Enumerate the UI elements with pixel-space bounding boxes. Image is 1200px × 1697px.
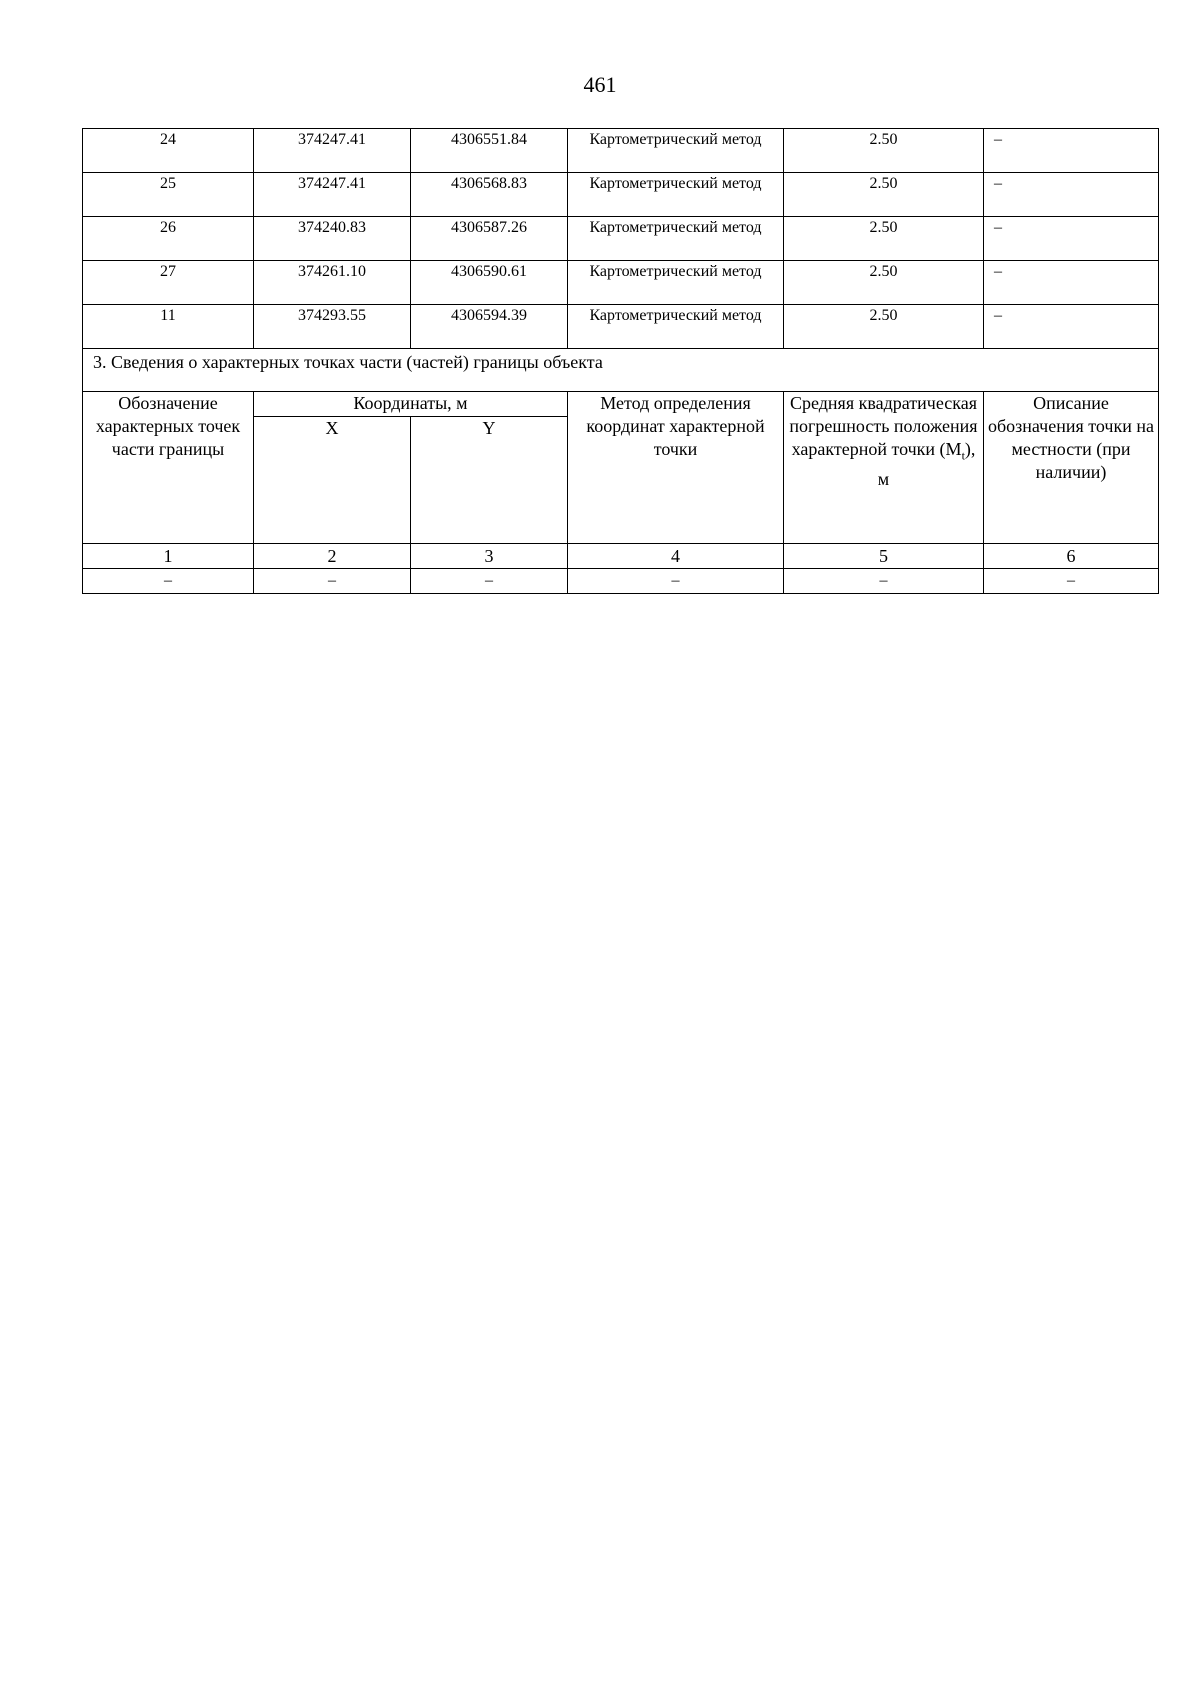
empty-cell: –: [411, 569, 568, 594]
y-cell: 4306568.83: [411, 173, 568, 217]
note-cell: –: [984, 173, 1159, 217]
column-number-row: [83, 544, 1159, 569]
column-number: 5: [784, 544, 984, 569]
table-row: [83, 305, 1159, 349]
header-error: [784, 392, 984, 544]
y-cell: 4306594.39: [411, 305, 568, 349]
method-cell: Картометрический метод: [568, 217, 784, 261]
table-row: [83, 217, 1159, 261]
point-cell: 27: [83, 261, 254, 305]
method-cell: Картометрический метод: [568, 173, 784, 217]
point-cell: 11: [83, 305, 254, 349]
header-method: Метод определения координат характерной точки: [568, 392, 784, 544]
section-title: 3. Сведения о характерных точках части (частей) границы объекта: [83, 349, 1159, 392]
method-cell: Картометрический метод: [568, 129, 784, 173]
error-cell: 2.50: [784, 261, 984, 305]
x-cell: 374261.10: [254, 261, 411, 305]
note-cell: –: [984, 217, 1159, 261]
column-number: 6: [984, 544, 1159, 569]
error-cell: 2.50: [784, 173, 984, 217]
column-number: 3: [411, 544, 568, 569]
table-row: [83, 129, 1159, 173]
x-cell: 374247.41: [254, 173, 411, 217]
coordinates-table: [82, 128, 1159, 594]
note-cell: –: [984, 261, 1159, 305]
column-number: 1: [83, 544, 254, 569]
x-cell: 374247.41: [254, 129, 411, 173]
note-cell: –: [984, 305, 1159, 349]
empty-cell: –: [254, 569, 411, 594]
empty-cell: –: [784, 569, 984, 594]
method-cell: Картометрический метод: [568, 305, 784, 349]
y-cell: 4306590.61: [411, 261, 568, 305]
header-x: X: [254, 417, 411, 544]
method-cell: Картометрический метод: [568, 261, 784, 305]
y-cell: 4306551.84: [411, 129, 568, 173]
header-row: [83, 392, 1159, 417]
point-cell: 24: [83, 129, 254, 173]
point-cell: 26: [83, 217, 254, 261]
empty-cell: –: [568, 569, 784, 594]
header-y: Y: [411, 417, 568, 544]
section-heading-row: [83, 349, 1159, 392]
y-cell: 4306587.26: [411, 217, 568, 261]
error-cell: 2.50: [784, 217, 984, 261]
header-error-subscript: t: [961, 448, 965, 463]
column-number: 4: [568, 544, 784, 569]
empty-cell: –: [984, 569, 1159, 594]
header-error-unit: ), м: [877, 439, 976, 489]
x-cell: 374293.55: [254, 305, 411, 349]
header-note: Описание обозначения точки на местности (при наличии): [984, 392, 1159, 544]
error-cell: 2.50: [784, 305, 984, 349]
header-coordinates: Координаты, м: [254, 392, 568, 417]
note-cell: –: [984, 129, 1159, 173]
header-error-text: Средняя квадратическая погрешность положения характерной точки (M: [789, 393, 978, 459]
table-row: [83, 569, 1159, 594]
empty-cell: –: [83, 569, 254, 594]
x-cell: 374240.83: [254, 217, 411, 261]
table-row: [83, 173, 1159, 217]
page-number: 461: [583, 72, 617, 97]
header-point: Обозначение характерных точек части границы: [83, 392, 254, 544]
point-cell: 25: [83, 173, 254, 217]
table-row: [83, 261, 1159, 305]
column-number: 2: [254, 544, 411, 569]
error-cell: 2.50: [784, 129, 984, 173]
